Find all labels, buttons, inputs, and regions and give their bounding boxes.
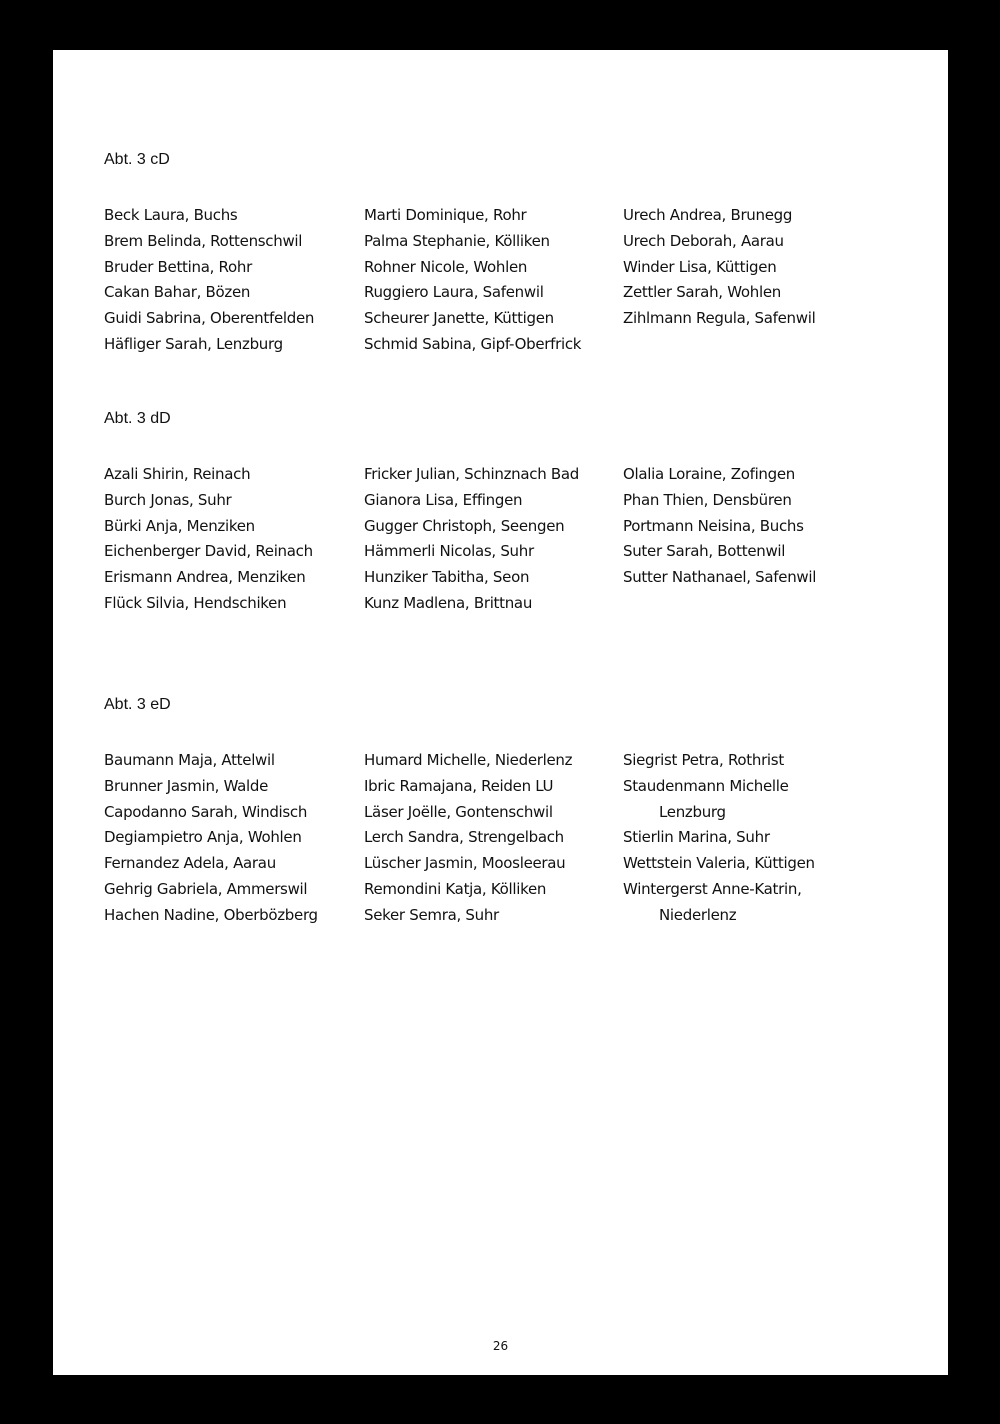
- name-column-1: [104, 748, 354, 929]
- name-entry: Hunziker Tabitha, Seon: [364, 568, 530, 587]
- name-entry: Remondini Katja, Kölliken: [364, 879, 547, 898]
- name-entry: Lerch Sandra, Strengelbach: [364, 828, 564, 847]
- name-entry: Hachen Nadine, Oberbözberg: [104, 905, 318, 924]
- name-entry-continuation: Lenzburg: [659, 802, 726, 821]
- name-entry: Wettstein Valeria, Küttigen: [623, 854, 815, 873]
- name-entry: Humard Michelle, Niederlenz: [364, 751, 573, 769]
- name-column-3: [623, 203, 873, 332]
- name-entry: Fernandez Adela, Aarau: [104, 854, 276, 873]
- name-entry: Hämmerli Nicolas, Suhr: [364, 542, 534, 561]
- name-entry: Ibric Ramajana, Reiden LU: [364, 776, 554, 795]
- name-entry: Rohner Nicole, Wohlen: [364, 257, 528, 276]
- name-entry: Siegrist Petra, Rothrist: [623, 751, 784, 769]
- name-column-2: [364, 748, 614, 929]
- name-entry: Erismann Andrea, Menziken: [104, 568, 306, 587]
- name-entry: Zihlmann Regula, Safenwil: [623, 309, 816, 328]
- name-entry: Brunner Jasmin, Walde: [104, 776, 269, 795]
- name-entry: Cakan Bahar, Bözen: [104, 283, 251, 302]
- document-page: [53, 50, 948, 1375]
- name-entry: Guidi Sabrina, Oberentfelden: [104, 309, 315, 328]
- name-entry: Urech Deborah, Aarau: [623, 231, 784, 250]
- name-entry: Portmann Neisina, Buchs: [623, 516, 804, 535]
- name-entry: Ruggiero Laura, Safenwil: [364, 283, 544, 302]
- name-column-2: [364, 203, 614, 358]
- name-entry: Gianora Lisa, Effingen: [364, 490, 523, 509]
- section-heading: Abt. 3 eD: [104, 696, 171, 713]
- name-entry: Capodanno Sarah, Windisch: [104, 802, 308, 821]
- name-entry: Marti Dominique, Rohr: [364, 206, 527, 224]
- name-entry: Kunz Madlena, Brittnau: [364, 593, 533, 612]
- name-entry: Seker Semra, Suhr: [364, 905, 499, 924]
- name-entry: Flück Silvia, Hendschiken: [104, 593, 287, 612]
- name-entry: Degiampietro Anja, Wohlen: [104, 828, 302, 847]
- name-entry: Fricker Julian, Schinznach Bad: [364, 465, 579, 483]
- name-entry: Wintergerst Anne-Katrin,: [623, 879, 802, 898]
- name-entry: Beck Laura, Buchs: [104, 206, 238, 224]
- name-entry: Läser Joëlle, Gontenschwil: [364, 802, 553, 821]
- name-entry: Phan Thien, Densbüren: [623, 490, 792, 509]
- name-entry: Sutter Nathanael, Safenwil: [623, 568, 817, 587]
- section-heading: Abt. 3 dD: [104, 410, 171, 427]
- name-entry: Urech Andrea, Brunegg: [623, 206, 793, 224]
- name-entry: Burch Jonas, Suhr: [104, 490, 232, 509]
- name-entry: Scheurer Janette, Küttigen: [364, 309, 554, 328]
- name-entry: Bruder Bettina, Rohr: [104, 257, 252, 276]
- name-entry: Olalia Loraine, Zofingen: [623, 465, 795, 483]
- page-number: 26: [492, 1339, 509, 1353]
- name-entry: Brem Belinda, Rottenschwil: [104, 231, 303, 250]
- name-column-1: [104, 203, 354, 358]
- name-entry: Zettler Sarah, Wohlen: [623, 283, 781, 302]
- name-column-3: [623, 748, 873, 929]
- name-column-3: [623, 462, 873, 591]
- name-entry: Bürki Anja, Menziken: [104, 516, 255, 535]
- name-entry: Staudenmann Michelle: [623, 776, 789, 795]
- name-entry: Winder Lisa, Küttigen: [623, 257, 777, 276]
- name-entry-continuation: Niederlenz: [659, 905, 737, 924]
- name-entry: Stierlin Marina, Suhr: [623, 828, 770, 847]
- name-entry: Eichenberger David, Reinach: [104, 542, 313, 561]
- name-entry: Baumann Maja, Attelwil: [104, 751, 275, 769]
- name-entry: Häfliger Sarah, Lenzburg: [104, 334, 283, 353]
- name-entry: Suter Sarah, Bottenwil: [623, 542, 786, 561]
- name-entry: Palma Stephanie, Kölliken: [364, 231, 550, 250]
- name-entry: Lüscher Jasmin, Moosleerau: [364, 854, 566, 873]
- name-entry: Gehrig Gabriela, Ammerswil: [104, 879, 308, 898]
- name-entry: Gugger Christoph, Seengen: [364, 516, 565, 535]
- name-column-2: [364, 462, 614, 617]
- section-heading: Abt. 3 cD: [104, 151, 170, 168]
- name-column-1: [104, 462, 354, 617]
- name-entry: Azali Shirin, Reinach: [104, 465, 251, 483]
- name-entry: Schmid Sabina, Gipf-Oberfrick: [364, 334, 582, 353]
